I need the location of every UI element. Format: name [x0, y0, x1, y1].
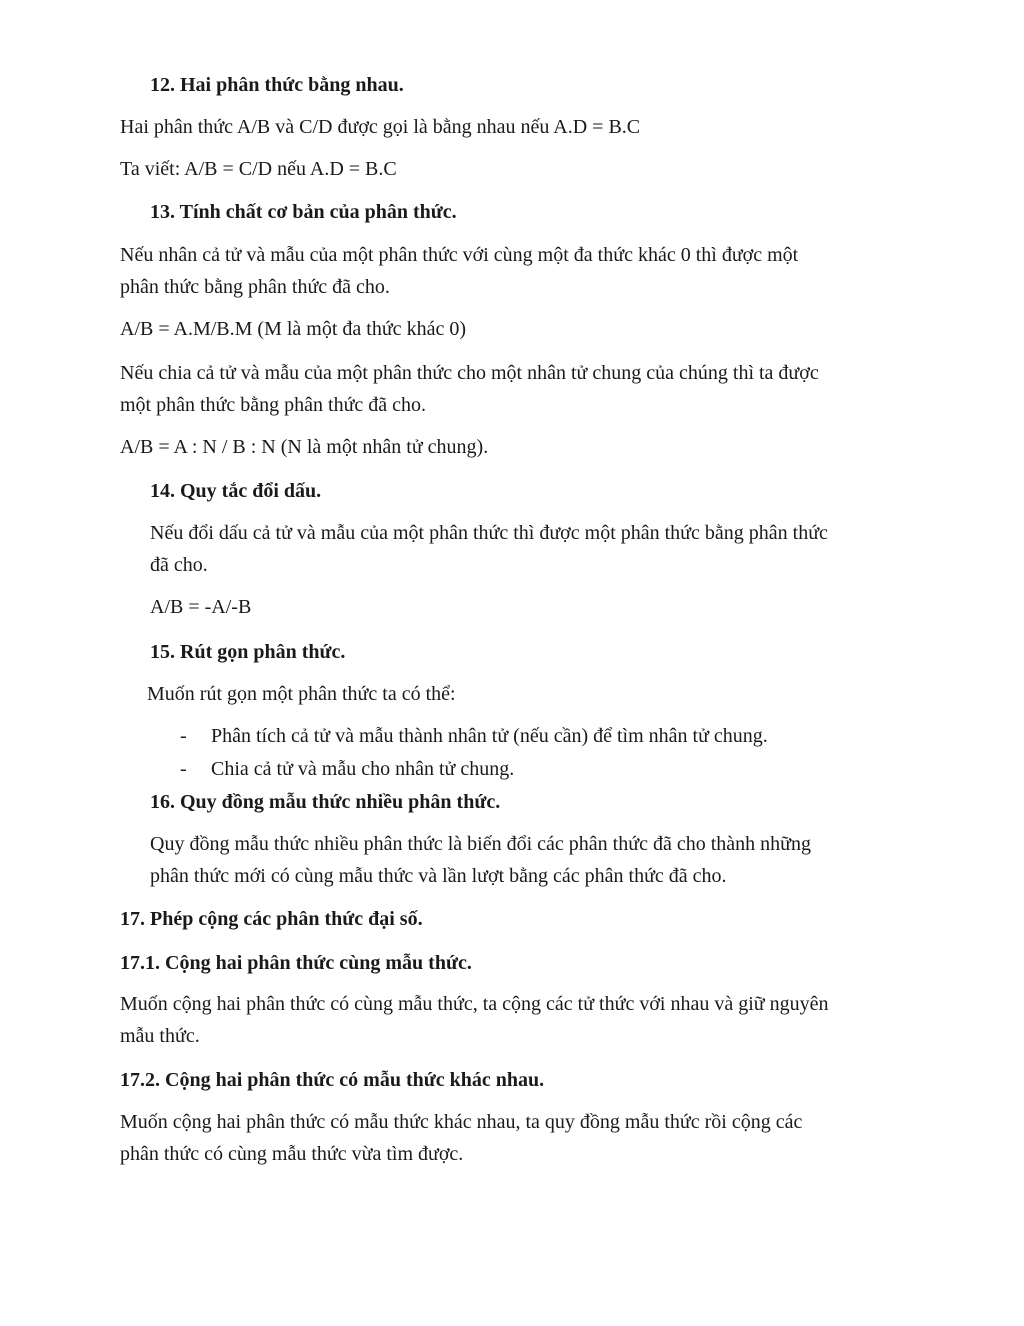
s17-1-paragraph-line-1: Muốn cộng hai phân thức có cùng mẫu thức, ta cộng các tử thức với nhau và giữ nguyên	[120, 993, 829, 1015]
heading-13-number: 13.	[150, 201, 175, 223]
s15-bullet-1-marker: -	[180, 725, 187, 747]
heading-17: 17. Phép cộng các phân thức đại số.	[120, 908, 423, 930]
s17-1-paragraph-line-2: mẫu thức.	[120, 1025, 200, 1047]
heading-14	[150, 479, 321, 503]
heading-14-title: Quy tắc đổi dấu.	[180, 480, 322, 502]
s16-paragraph-1-line-2: phân thức mới có cùng mẫu thức và lần lượt bằng các phân thức đã cho.	[150, 865, 727, 887]
heading-15-title: Rút gọn phân thức.	[180, 641, 346, 663]
heading-17-1: 17.1. Cộng hai phân thức cùng mẫu thức.	[120, 952, 472, 974]
heading-12-number: 12.	[150, 74, 175, 96]
heading-17-2: 17.2. Cộng hai phân thức có mẫu thức khác nhau.	[120, 1069, 545, 1091]
s15-intro: Muốn rút gọn một phân thức ta có thể:	[147, 683, 456, 705]
heading-15-number: 15.	[150, 641, 175, 663]
heading-13	[150, 200, 457, 224]
s15-bullet-2-marker: -	[180, 758, 187, 780]
heading-12	[150, 73, 404, 97]
s13-paragraph-1-line-1: Nếu nhân cả tử và mẫu của một phân thức với cùng một đa thức khác 0 thì được một	[120, 244, 799, 266]
s13-paragraph-2-line-2: một phân thức bằng phân thức đã cho.	[120, 394, 427, 416]
s12-paragraph-1: Hai phân thức A/B và C/D được gọi là bằng nhau nếu A.D = B.C	[120, 116, 641, 138]
heading-13-title: Tính chất cơ bản của phân thức.	[179, 201, 457, 223]
s13-paragraph-2-line-1: Nếu chia cả tử và mẫu của một phân thức cho một nhân tử chung của chúng thì ta được	[120, 362, 819, 384]
s14-formula-1: A/B = -A/-B	[150, 596, 252, 618]
heading-15	[150, 640, 345, 664]
s16-paragraph-1-line-1: Quy đồng mẫu thức nhiều phân thức là biến đổi các phân thức đã cho thành những	[150, 833, 811, 855]
s17-2-paragraph-line-2: phân thức có cùng mẫu thức vừa tìm được.	[120, 1143, 464, 1165]
s14-paragraph-1-line-1: Nếu đổi dấu cả tử và mẫu của một phân thức thì được một phân thức bằng phân thức	[150, 522, 828, 544]
heading-12-title: Hai phân thức bằng nhau.	[180, 74, 404, 96]
heading-16-title: Quy đồng mẫu thức nhiều phân thức.	[180, 791, 501, 813]
heading-14-number: 14.	[150, 480, 175, 502]
heading-16-number: 16.	[150, 791, 175, 813]
s13-formula-1: A/B = A.M/B.M (M là một đa thức khác 0)	[120, 318, 466, 340]
heading-16	[150, 790, 500, 814]
s12-paragraph-2: Ta viết: A/B = C/D nếu A.D = B.C	[120, 158, 397, 180]
s14-paragraph-1-line-2: đã cho.	[150, 554, 208, 576]
s15-bullet-1: Phân tích cả tử và mẫu thành nhân tử (nếu cần) để tìm nhân tử chung.	[211, 725, 768, 747]
s13-formula-2: A/B = A : N / B : N (N là một nhân tử chung).	[120, 436, 489, 458]
s13-paragraph-1-line-2: phân thức bằng phân thức đã cho.	[120, 276, 390, 298]
s17-2-paragraph-line-1: Muốn cộng hai phân thức có mẫu thức khác nhau, ta quy đồng mẫu thức rồi cộng các	[120, 1111, 803, 1133]
s15-bullet-2: Chia cả tử và mẫu cho nhân tử chung.	[211, 758, 515, 780]
